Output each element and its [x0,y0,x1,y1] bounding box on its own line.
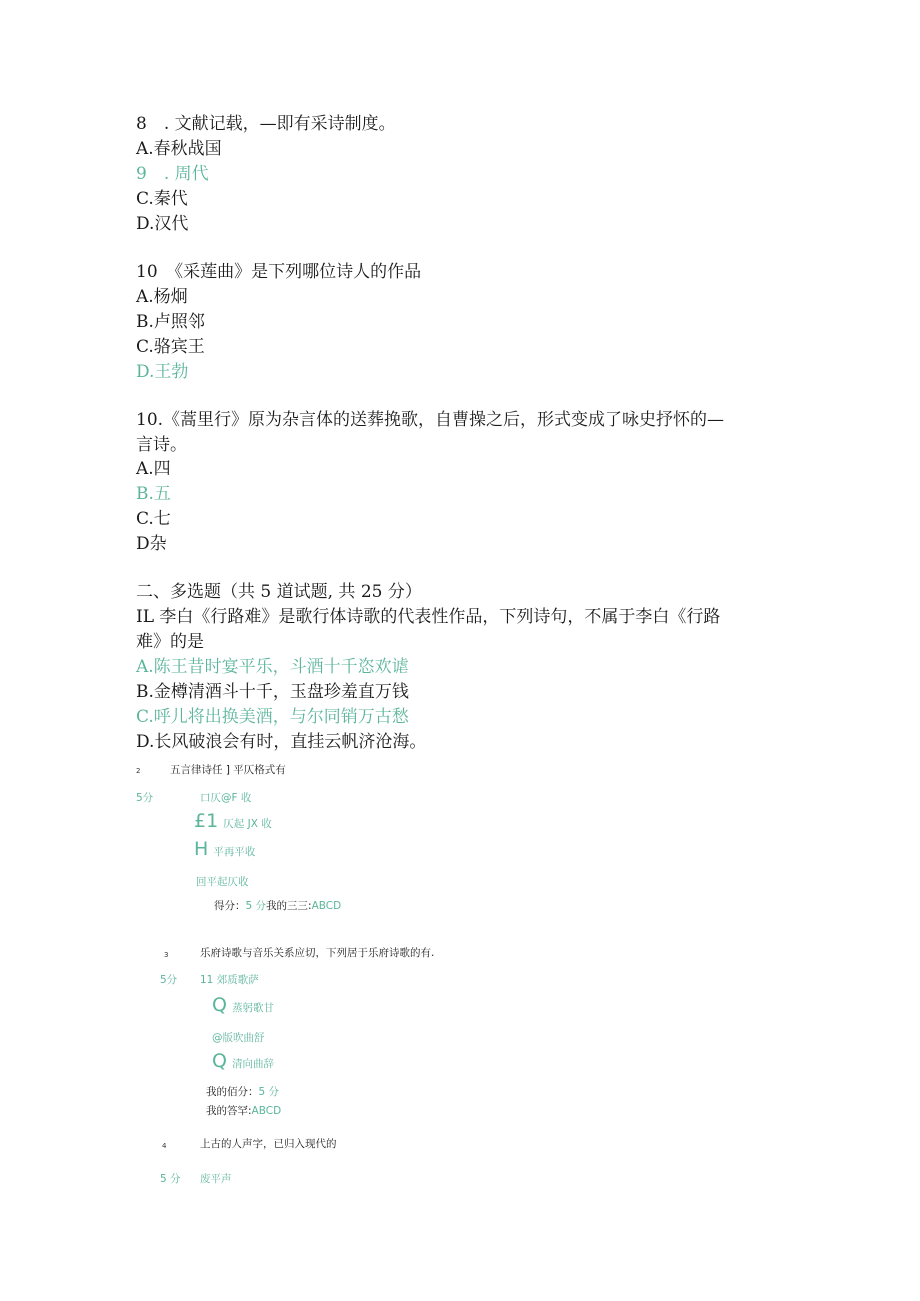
q8-stem: 8 . 文献记载，—即有采诗制度。 [136,114,396,134]
q10a-option-d[interactable]: D.王勃 [136,362,189,382]
q3-answer-label: 我的答罕: [206,1105,252,1117]
q10b-stem-line1: 10.《蒿里行》原为杂言体的送葬挽歌，自曹操之后，形式变成了咏史抒怀的— [136,410,725,430]
q11-stem-line1: IL 李白《行路难》是歌行体诗歌的代表性作品，下列诗句，不属于李白《行路 [136,607,721,627]
q3-option-b-marker: Q [212,994,227,1016]
q10b-option-a[interactable]: A.四 [136,459,171,479]
q10a-stem: 10 《采莲曲》是下列哪位诗人的作品 [136,262,422,282]
q10b-stem-line2: 言诗。 [136,435,187,455]
section-title: 二、多选题（共 5 道试题, 共 25 分） [136,582,422,602]
q10b-option-d[interactable]: D杂 [136,534,167,554]
q8-option-d[interactable]: D.汉代 [136,214,189,234]
q3-option-d[interactable] [212,1050,274,1072]
q3-option-c[interactable] [212,1030,265,1045]
q8-option-c[interactable]: C.秦代 [136,189,188,209]
q3-answer [206,1103,281,1118]
q3-option-d-label: 清向曲辞 [232,1058,275,1070]
q2-score: 5分 [136,792,154,804]
q2-option-a[interactable] [200,790,251,805]
q3-result-score: 5 分 [258,1086,280,1098]
q3-option-a-marker: 11 [200,974,214,986]
q2-option-c-marker: H [194,838,209,860]
q11-option-a[interactable]: A.陈王昔时宴平乐，斗酒十千恣欢谑 [136,657,409,677]
q2-option-b-marker: £1 [194,810,219,832]
q11-option-d[interactable]: D.长风破浪会有时，直挂云帆济沧海。 [136,732,427,752]
q3-result-label: 我的佰分： [206,1086,259,1098]
q2-option-d-label: 回平起仄收 [196,876,249,888]
q11-option-b[interactable]: B.金樽清酒斗十千，玉盘珍羞直万钱 [136,682,409,702]
q4-number: 4 [162,1142,167,1150]
q2-number: 2 [136,767,141,775]
q10b-option-c[interactable]: C.七 [136,509,171,529]
q3-option-a-label: 郊质歌萨 [216,974,259,986]
q2-result [214,898,341,913]
q3-option-d-marker: Q [212,1050,227,1072]
q11-stem-line2: 难》的是 [136,632,204,652]
q3-result [206,1084,279,1099]
q3-option-c-marker: @ [212,1032,223,1044]
q10a-option-b[interactable]: B.卢照邻 [136,312,205,332]
q4-option-a[interactable]: 废平声 [200,1173,232,1185]
q4-score: 5 分 [160,1173,181,1185]
q2-stem: 五言律诗任 ] 平仄格式有 [170,764,286,776]
q2-option-b-label: 仄起 JX 收 [223,818,272,830]
q3-answer-value: ABCD [251,1105,282,1117]
q2-answer-value: ABCD [311,900,342,912]
q3-option-b-label: 蒸躬歌甘 [232,1002,275,1014]
q10b-option-b[interactable]: B.五 [136,484,171,504]
q3-number: 3 [164,951,169,959]
q3-option-a[interactable] [200,972,259,987]
q10a-option-c[interactable]: C.骆宾王 [136,337,205,357]
q2-option-c-label: 平再平收 [213,846,256,858]
q3-option-b[interactable] [212,994,274,1016]
q2-option-a-label: 口仄@F 收 [200,792,252,804]
q8-option-b[interactable]: 9 . 周代 [136,164,209,184]
q11-option-c[interactable]: C.呼儿将出换美酒，与尔同销万古愁 [136,707,409,727]
q3-score: 5分 [160,974,178,986]
q2-answer-label: 我的三三: [266,900,312,912]
q4-stem: 上古的人声字，已归入现代的 [200,1138,337,1150]
q2-option-b[interactable] [194,810,272,832]
q2-option-c[interactable] [194,838,255,860]
q8-option-a[interactable]: A.春秋战国 [136,139,222,159]
q2-result-score: 5 分 [245,900,267,912]
q10a-option-a[interactable]: A.杨炯 [136,287,188,307]
q3-stem: 乐府诗歌与音乐关系应切，下列居于乐府诗歌的有. [200,947,435,959]
q3-option-c-label: 版吹曲舒 [222,1032,265,1044]
q2-result-label: 得分： [214,900,246,912]
q2-option-d[interactable] [196,874,249,889]
